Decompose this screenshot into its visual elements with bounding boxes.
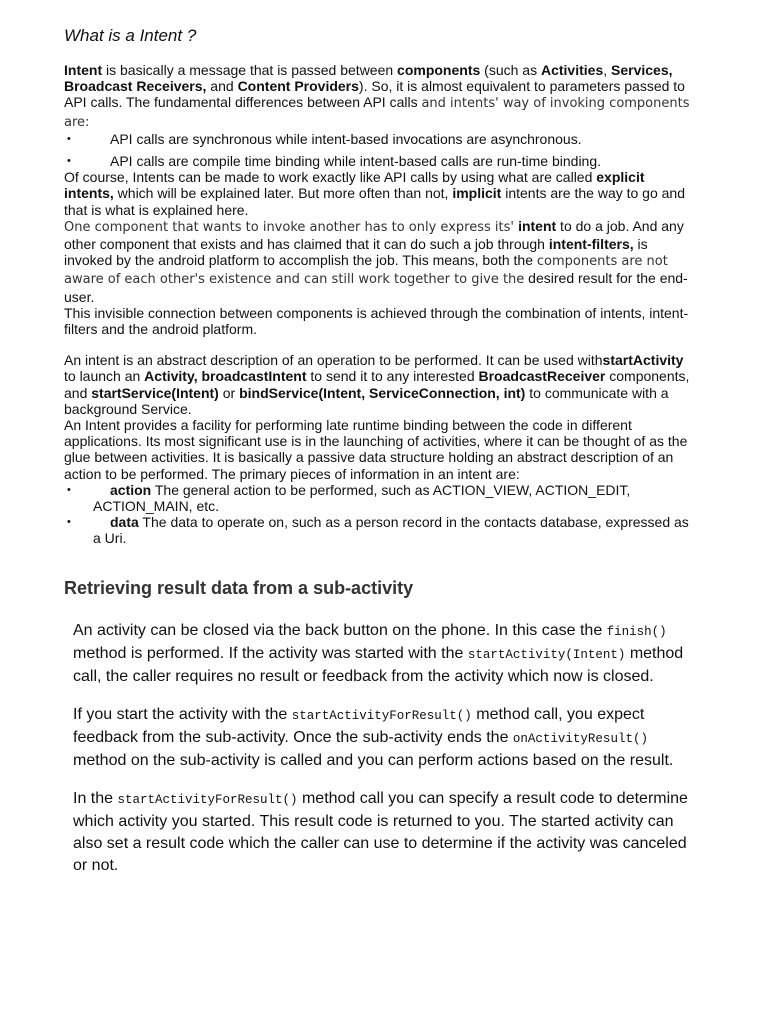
- term-components: components: [397, 62, 481, 78]
- term-intent-filters: intent-filters,: [548, 236, 634, 253]
- term-broadcast-receiver: BroadcastReceiver: [478, 368, 606, 385]
- text-run: intents are the way to go and that is what is explained here.: [64, 185, 686, 218]
- text-run: In the: [73, 790, 118, 807]
- intent-section: [64, 62, 694, 547]
- term-activities: Activities: [540, 62, 604, 78]
- text-run: ). So, it is almost equivalent to parameters passed to API calls. The fundamental differences between API calls: [64, 78, 685, 111]
- differences-list: [64, 131, 694, 169]
- code-on-activity-result: onActivityResult(): [512, 732, 648, 746]
- result-data-section: [73, 620, 693, 893]
- term-bind-service: bindService(Intent, ServiceConnection, int): [239, 384, 526, 401]
- text-run: Of course, Intents can be made to work exactly like API calls by using what are called: [64, 169, 597, 186]
- section-heading: Retrieving result data from a sub-activity: [64, 578, 414, 598]
- text-run: method is performed. If the activity was started with the: [73, 645, 468, 662]
- list-item: • API calls are compile time binding while intent-based calls are run-time binding.: [64, 153, 694, 169]
- text-run: The data to operate on, such as a person record in the contacts database, expressed as a Uri.: [93, 514, 689, 547]
- list-item: • API calls are synchronous while intent-based invocations are asynchronous.: [64, 131, 694, 147]
- term-broadcast-intent: Activity, broadcastIntent: [144, 368, 307, 385]
- code-start-activity-for-result: startActivityForResult(): [291, 709, 472, 723]
- intent-pieces-list: [64, 482, 694, 547]
- text-run: to launch an: [64, 368, 145, 385]
- term-start-service: startService(Intent): [91, 384, 219, 401]
- list-item: [64, 514, 694, 546]
- term-implicit: implicit: [452, 185, 502, 202]
- back-button-paragraph: [73, 620, 693, 688]
- result-code-paragraph: [73, 788, 693, 877]
- term-start-activity: startActivity: [602, 352, 684, 369]
- text-run: method call you can specify a result code to determine which activity you started. This result code is returned to you. The started activity can also set a result code which the caller can use to determine if the activity was canceled or not.: [73, 790, 688, 874]
- text-run: ,: [603, 62, 612, 78]
- term-data: data: [110, 514, 139, 531]
- text-run: This invisible connection between components is achieved through the combination of intents, intent-filters and the android platform.: [64, 304, 689, 338]
- code-start-activity-for-result: startActivityForResult(): [117, 793, 298, 807]
- text-run: An activity can be closed via the back button on the phone. In this case the: [73, 622, 607, 639]
- text-run: desired result for the end-user.: [64, 270, 688, 305]
- text-run: The general action to be performed, such as ACTION_VIEW, ACTION_EDIT, ACTION_MAIN, etc.: [93, 481, 631, 515]
- term-explicit-intents: explicit intents,: [64, 169, 645, 202]
- term-intent: Intent: [64, 62, 103, 78]
- for-result-paragraph: [73, 704, 693, 772]
- text-run: method call, you expect feedback from the sub-activity. Once the sub-activity ends the: [73, 706, 645, 746]
- text-run: method on the sub-activity is called and you can perform actions based on the result.: [73, 752, 674, 769]
- text-run: is invoked by the android platform to accomplish the job. This means, both the: [64, 236, 648, 269]
- text-run: to do a job. And any other component that exists and has claimed that it can do such a job through: [64, 217, 684, 253]
- term-content-providers: Content Providers: [237, 78, 359, 95]
- code-start-activity: startActivity(Intent): [467, 648, 626, 662]
- text-run: is basically a message that is passed between: [102, 62, 398, 78]
- spacer: [64, 337, 694, 352]
- text-run: and intents' way of invoking components are:: [64, 96, 690, 130]
- text-run: One component that wants to invoke another has to only express its': [64, 219, 519, 235]
- term-action: action: [110, 481, 152, 498]
- text-run: components, and: [64, 368, 690, 401]
- list-item: [64, 482, 694, 514]
- text-run: method call, the caller requires no result or feedback from the activity which now is closed.: [73, 645, 684, 685]
- text-run: If you start the activity with the: [73, 706, 292, 723]
- text-run: and: [206, 78, 238, 95]
- term-services: Services, Broadcast Receivers,: [64, 62, 673, 95]
- term-intent: intent: [518, 217, 557, 234]
- text-run: to send it to any interested: [306, 368, 479, 385]
- text-run: which will be explained later. But more often than not,: [113, 185, 453, 202]
- text-run: (such as: [480, 62, 541, 78]
- intent-description-paragraph: [64, 352, 694, 482]
- explicit-implicit-paragraph: [64, 169, 694, 337]
- text-run: to communicate with a background Service.: [64, 384, 669, 417]
- text-run: An intent is an abstract description of an operation to be performed. It can be used with: [64, 352, 603, 369]
- text-run: An Intent provides a facility for performing late runtime binding between the code in different applications. Its most significant use is in the launching of activities, where it can be thought of as the glue between activities. It is basically a passive data structure holding an abstract description of an action to be performed. The primary pieces of information in an intent are:: [64, 417, 688, 482]
- text-run: components are not aware of each other's existence and can still work together to give the: [64, 254, 668, 288]
- code-finish: finish(): [606, 625, 667, 639]
- page-title: What is a Intent ?: [64, 26, 197, 45]
- text-run: or: [218, 384, 240, 401]
- intro-paragraph: [64, 62, 694, 131]
